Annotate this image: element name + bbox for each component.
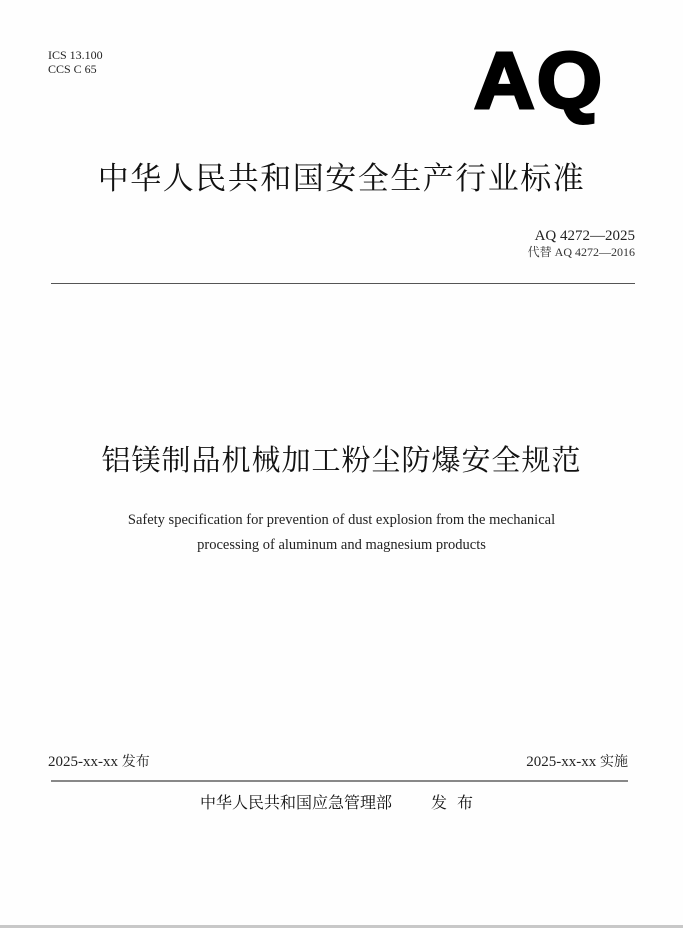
top-divider [51,283,635,284]
publisher-action: 发布 [431,793,484,812]
document-title-english [0,508,683,558]
classification-codes [48,48,103,76]
ics-code: ICS 13.100 [48,48,103,62]
english-title-line-1: Safety specification for prevention of dust explosion from the mechanical [127,512,556,528]
publisher-organization: 中华人民共和国应急管理部 [199,793,392,812]
document-title-chinese: 铝镁制品机械加工粉尘防爆安全规范 [101,443,582,477]
ccs-code: CCS C 65 [48,62,97,76]
standard-number-block [528,227,635,260]
bottom-divider [51,780,628,782]
implementation-date [526,752,628,772]
aq-logo: AQ [474,36,605,125]
issue-date-value: 2025-xx-xx [48,754,118,770]
implementation-date-value: 2025-xx-xx [526,754,597,770]
standard-category-title: 中华人民共和国安全生产行业标准 [97,161,586,197]
standard-number: AQ 4272—2025 [534,228,635,244]
issue-date [48,752,150,772]
issue-date-label: 发布 [121,754,150,770]
implementation-date-label: 实施 [600,754,628,770]
replaces-standard: 代替 AQ 4272—2016 [527,245,635,259]
english-title-line-2: processing of aluminum and magnesium products [197,537,486,553]
publisher-line [0,792,683,814]
